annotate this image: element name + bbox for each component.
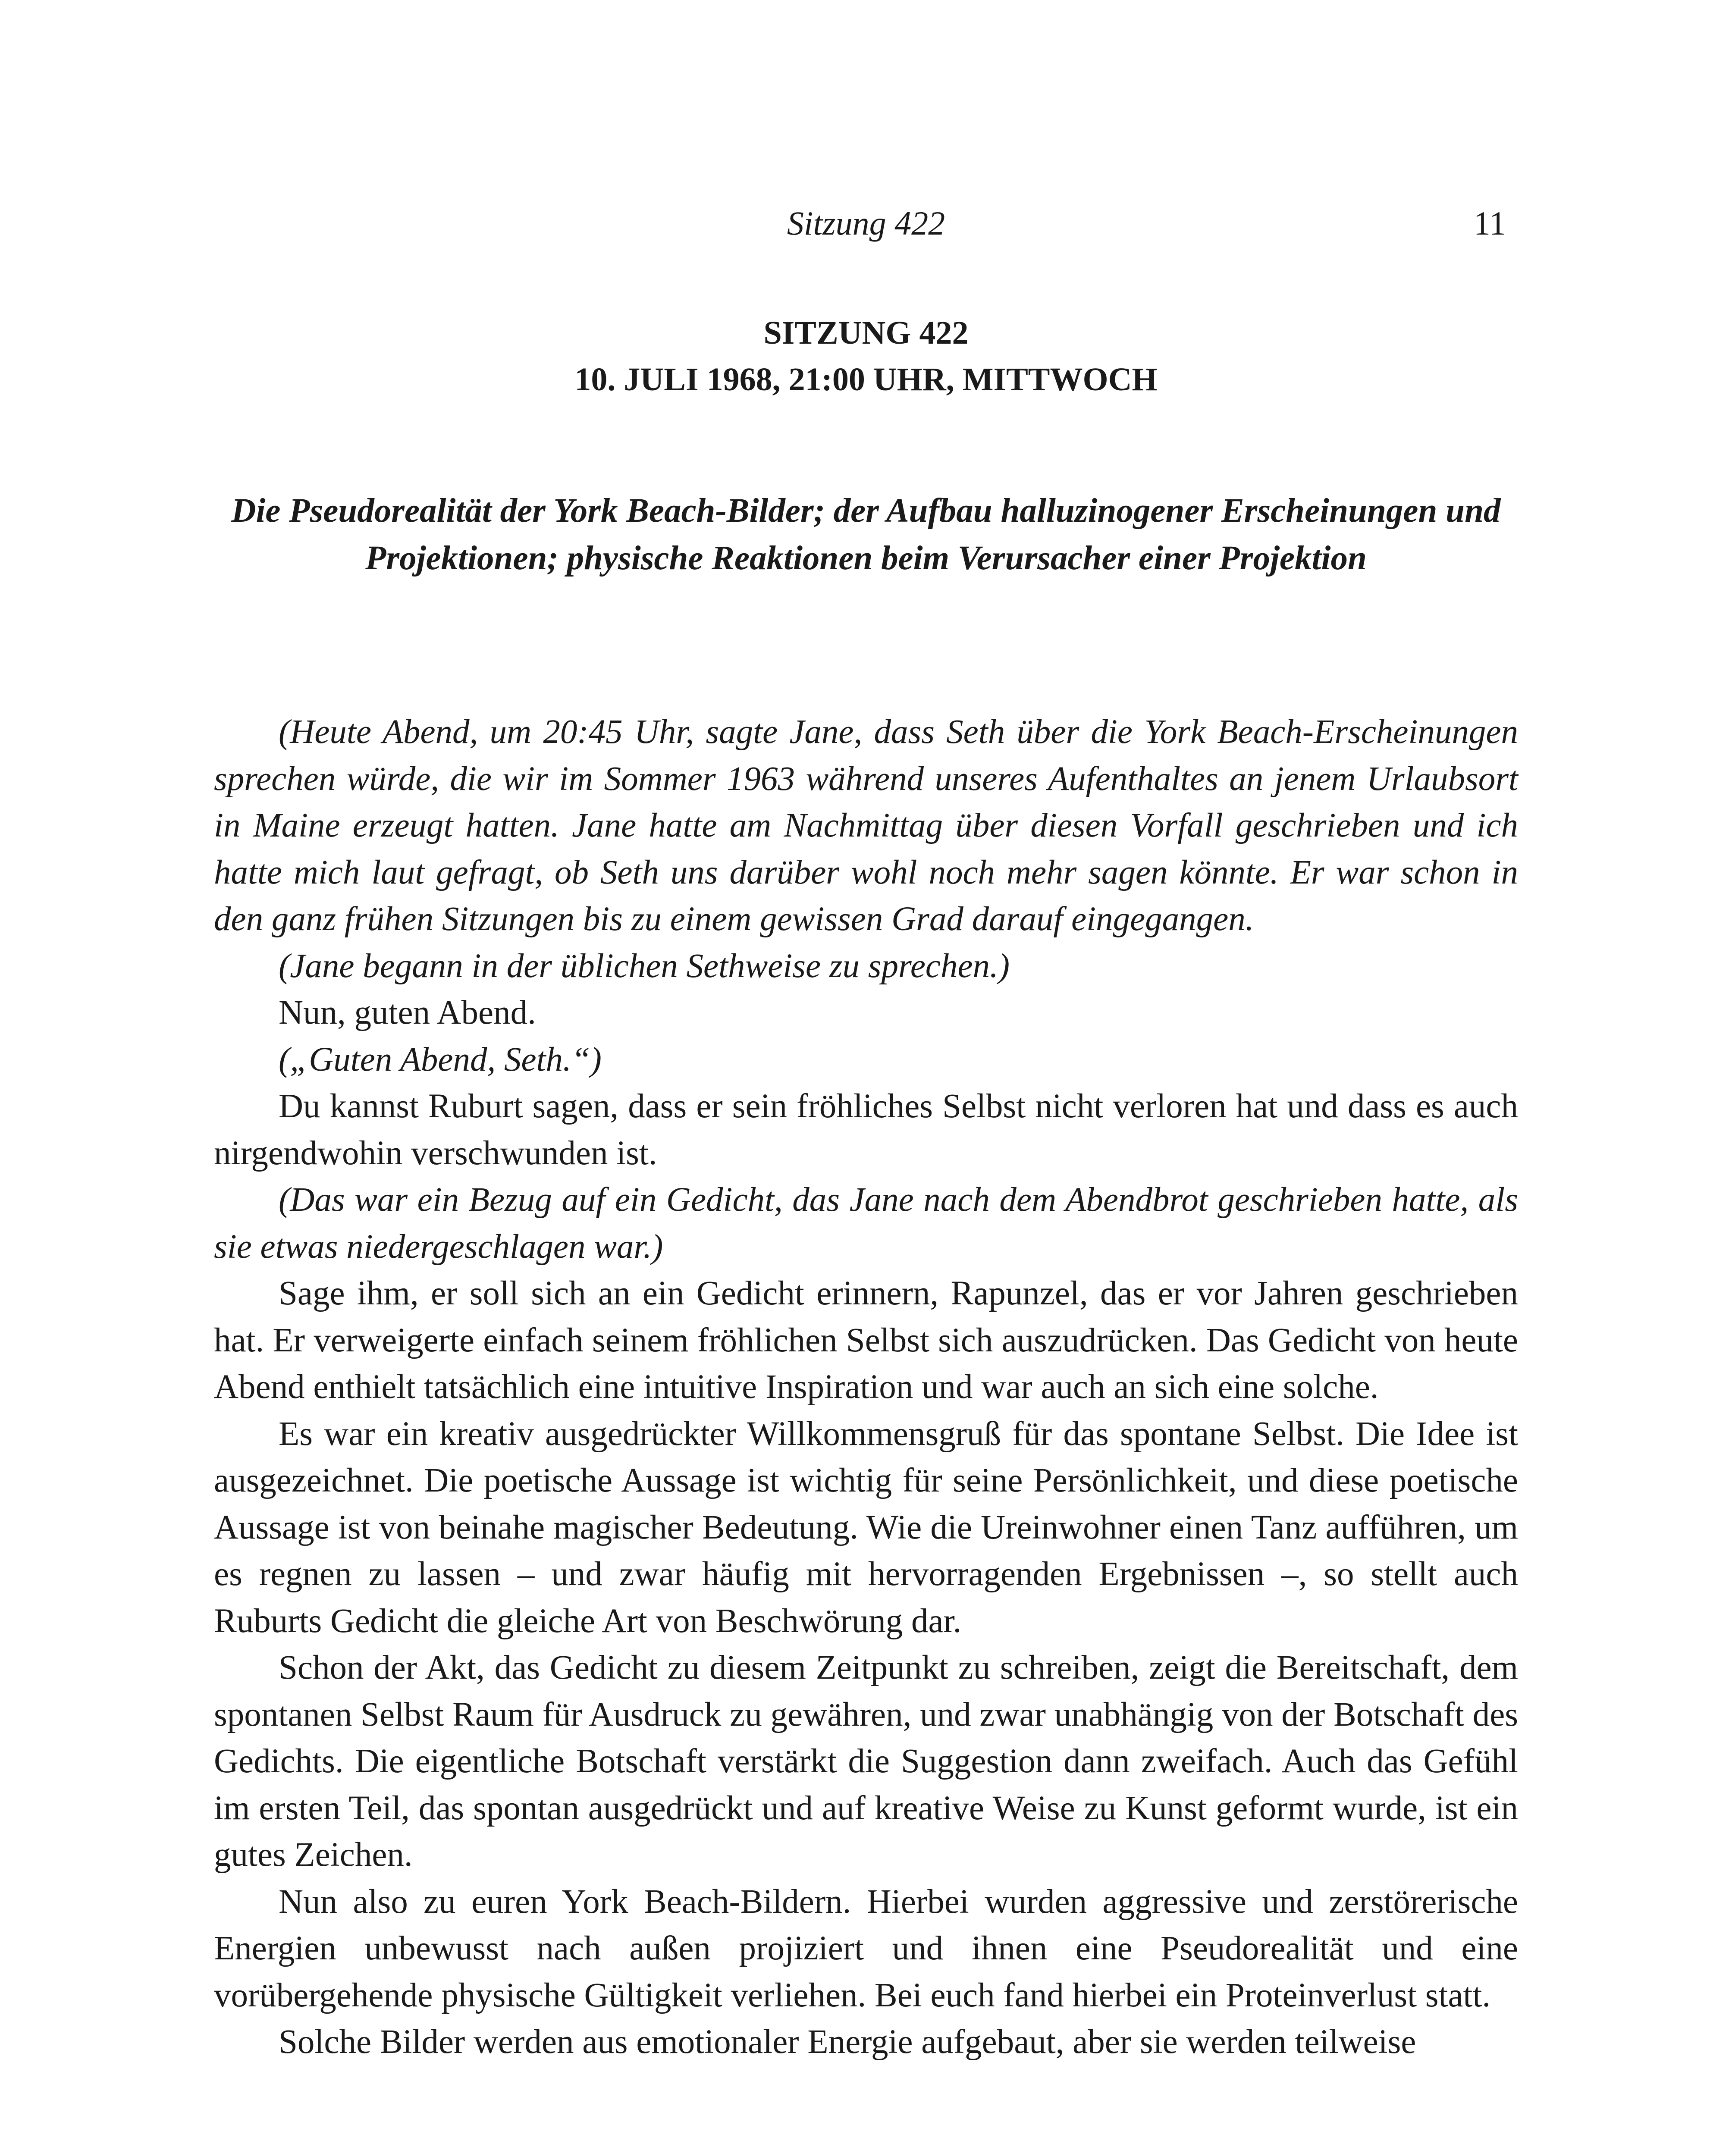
running-title: Sitzung 422 [787,204,945,242]
session-summary: Die Pseudorealität der York Beach-Bilder; der Aufbau halluzinogener Erscheinungen und Projektionen; physische Reaktionen beim Verursacher einer Projektion [231,492,1501,577]
session-heading [214,310,1518,403]
paragraph: („Guten Abend, Seth.“) [279,1040,602,1078]
paragraph: Schon der Akt, das Gedicht zu diesem Zeitpunkt zu schreiben, zeigt die Bereitschaft, dem spontanen Selbst Raum für Ausdruck zu gewähren, und zwar unabhängig von der Botschaft des Gedichts. Die eigentliche Botschaft verstärkt die Suggestion dann zweifach. Auch das Gefühl im ersten Teil, das spontan ausgedrückt und auf kreative Weise zu Kunst geformt wurde, ist ein gutes Zeichen. [214,1649,1518,1874]
session-date: 10. JULI 1968, 21:00 UHR, MITTWOCH [574,361,1158,398]
page-number: 11 [1473,204,1506,242]
paragraph: Nun also zu euren York Beach-Bildern. Hierbei wurden aggressive und zerstörerische Energien unbewusst nach außen projiziert und ihnen eine Pseudorealität und eine vorübergehende physische Gültigkeit verliehen. Bei euch fand hierbei ein Proteinverlust statt. [214,1883,1518,2014]
paragraph: (Jane begann in der üblichen Sethweise zu sprechen.) [279,947,1010,985]
paragraph: (Das war ein Bezug auf ein Gedicht, das Jane nach dem Abendbrot geschrieben hatte, als sie etwas niedergeschlagen war.) [214,1181,1518,1266]
paragraph: Solche Bilder werden aus emotionaler Energie aufgebaut, aber sie werden teilweise [279,2023,1416,2061]
paragraph: Du kannst Ruburt sagen, dass er sein fröhliches Selbst nicht verloren hat und dass es auch nirgendwohin verschwunden ist. [214,1087,1518,1172]
paragraph: Nun, guten Abend. [279,994,536,1031]
paragraph: (Heute Abend, um 20:45 Uhr, sagte Jane, dass Seth über die York Beach-Erscheinungen sprechen würde, die wir im Sommer 1963 während unseres Aufenthaltes an jenem Urlaubsort in Maine erzeugt hatten. Jane hatte am Nachmittag über diesen Vorfall geschrieben und ich hatte mich laut gefragt, ob Seth uns darüber wohl noch mehr sagen könnte. Er war schon in den ganz frühen Sitzungen bis zu einem gewissen Grad darauf eingegangen. [214,713,1518,938]
session-number: SITZUNG 422 [763,315,969,351]
running-head [0,202,1732,245]
paragraph: Sage ihm, er soll sich an ein Gedicht erinnern, Rapunzel, das er vor Jahren geschrieben hat. Er verweigerte einfach seinem fröhlichen Selbst sich auszudrücken. Das Gedicht von heute Abend enthielt tatsächlich eine intuitive Inspiration und war auch an sich eine solche. [214,1275,1518,1406]
paragraph: Es war ein kreativ ausgedrückter Willkommensgruß für das spontane Selbst. Die Idee ist ausgezeichnet. Die poetische Aussage ist wichtig für seine Persönlichkeit, und diese poetische Aussage ist von beinahe magischer Bedeutung. Wie die Ureinwohner einen Tanz aufführen, um es regnen zu lassen – und zwar häufig mit hervorragenden Ergebnissen –, so stellt auch Ruburts Gedicht die gleiche Art von Beschwörung dar. [214,1415,1518,1640]
body-text [214,709,1518,2066]
